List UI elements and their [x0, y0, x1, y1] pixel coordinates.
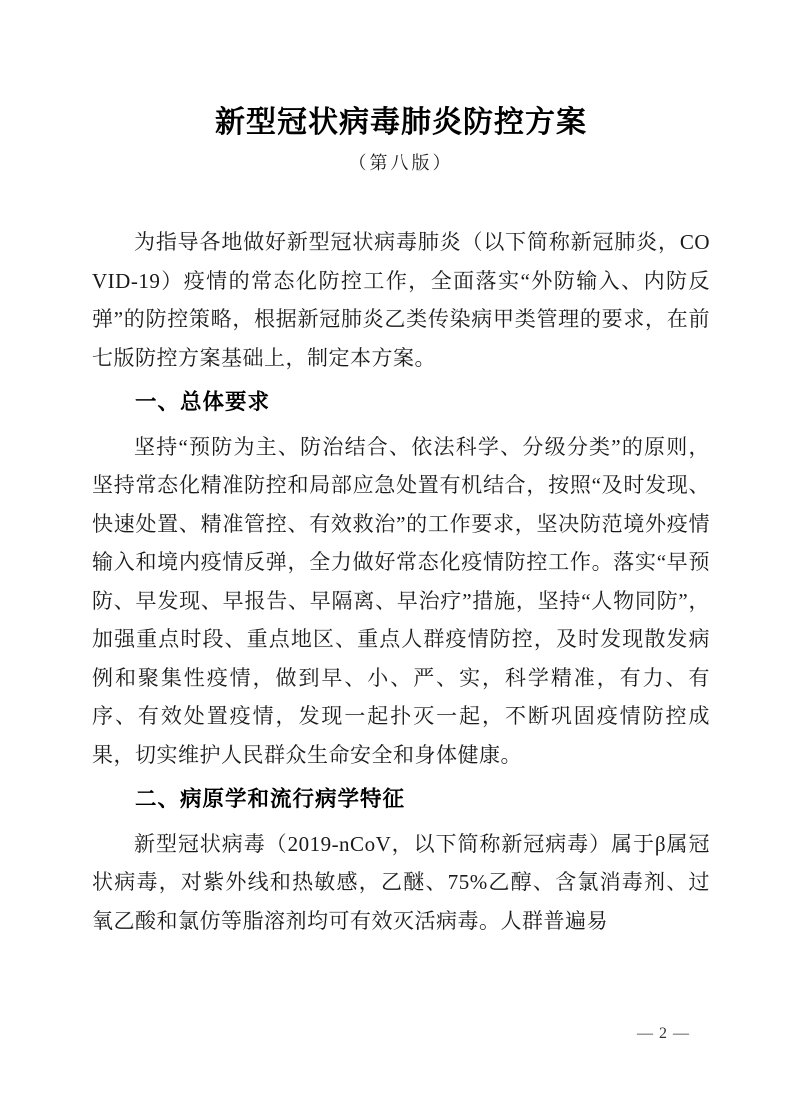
section-body-general-requirements: 坚持“预防为主、防治结合、依法科学、分级分类”的原则，坚持常态化精准防控和局部应急处置有机结合，按照“及时发现、快速处置、精准管控、有效救治”的工作要求，坚决防范境外疫情输入和境内疫情反弹，全力做好常态化疫情防控工作。落实“早预防、早发现、早报告、早隔离、早治疗”措施，坚持“人物同防”，加强重点时段、重点地区、重点人群疫情防控，及时发现散发病例和聚集性疫情，做到早、小、严、实，科学精准，有力、有序、有效处置疫情，发现一起扑灭一起，不断巩固疫情防控成果，切实维护人民群众生命安全和身体健康。	[92, 434, 710, 767]
document-title: 新型冠状病毒肺炎防控方案	[215, 106, 587, 139]
intro-paragraph: 为指导各地做好新型冠状病毒肺炎（以下简称新冠肺炎，COVID-19）疫情的常态化防控工作，全面落实“外防输入、内防反弹”的防控策略，根据新冠肺炎乙类传染病甲类管理的要求，在前七版防控方案基础上，制定本方案。	[92, 230, 710, 370]
page-number: — 2 —	[637, 1025, 690, 1042]
section-heading-etiology-epidemiology: 二、病原学和流行病学特征	[135, 787, 406, 811]
section-heading-general-requirements: 一、总体要求	[135, 390, 271, 414]
document-content	[92, 0, 710, 940]
document-subtitle: （第八版）	[348, 153, 454, 173]
section-body-etiology-epidemiology: 新型冠状病毒（2019-nCoV，以下简称新冠病毒）属于β属冠状病毒，对紫外线和热敏感，乙醚、75%乙醇、含氯消毒剂、过氧乙酸和氯仿等脂溶剂均可有效灭活病毒。人群普遍易	[92, 831, 710, 933]
